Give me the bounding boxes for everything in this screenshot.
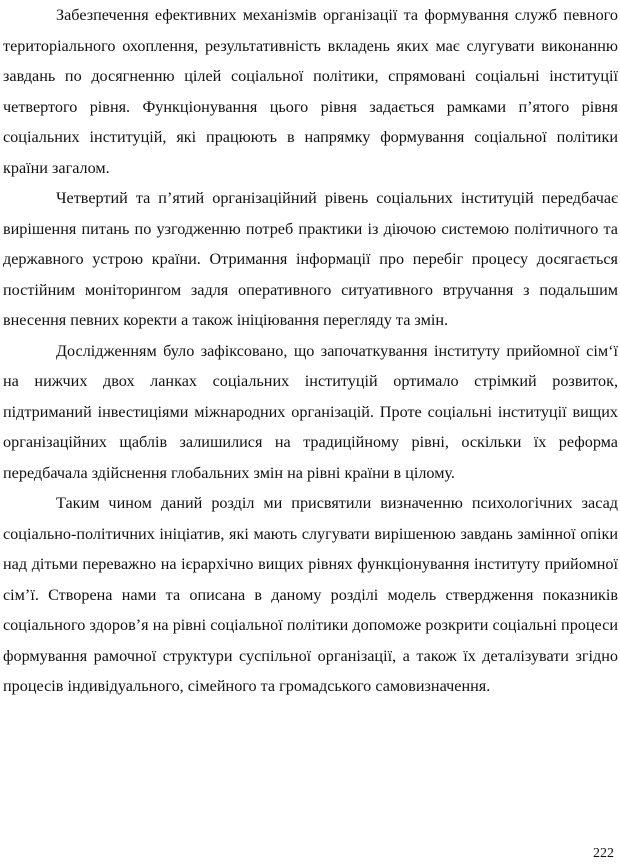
page-number: 222 <box>593 846 614 861</box>
paragraph-3: Дослідженням було зафіксовано, що започаткування інституту прийомної сім‘ї на нижчих двох ланках соціальних інституцій ортимало стрімкий розвиток, підтриманий інвестиціями міжнародних організацій. Проте соціальні інституції вищих організаційних щаблів залишилися на традиційному рівні, оскільки їх реформа передбачала здійснення глобальних змін на рівні країни в цілому. <box>3 341 618 482</box>
paragraph-2: Четвертий та п’ятий організаційний рівень соціальних інституцій передбачає вирішення питань по узгодженню потреб практики із діючою системою політичного та державного устрою країни. Отримання інформації про перебіг процесу досягається постійним моніторингом задля оперативного ситуативного втручання з подальшим внесення певних коректи а також ініціювання перегляду та змін. <box>3 189 618 329</box>
paragraph-1: Забезпечення ефективних механізмів організації та формування служб певного територіального охоплення, результативність вкладень яких має слугувати виконанню завдань по досягненню цілей соціальної політики, спрямовані соціальні інституції четвертого рівня. Функціонування цього рівня задається рамками п’ятого рівня соціальних інституцій, які працюють в напрямку формування соціальної політики країни загалом. <box>3 6 618 177</box>
paragraph-4: Таким чином даний розділ ми присвятили визначенню психологічних засад соціально-політичних ініціатив, які мають слугувати вирішенюю завдань замінної опіки над дітьми переважно на ієрархічно вищих рівнях функціонування інституту прийомної сім’ї. Створена нами та описана в даному розділі модель ствердження показників соціального здоров’я на рівні соціальної політики допоможе розкрити соціальні процеси формування рамочної структури суспільної організації, а також їх деталізувати згідно процесів індивідуального, сімейного та громадського самовизначення. <box>3 494 618 695</box>
document-body <box>3 0 618 702</box>
